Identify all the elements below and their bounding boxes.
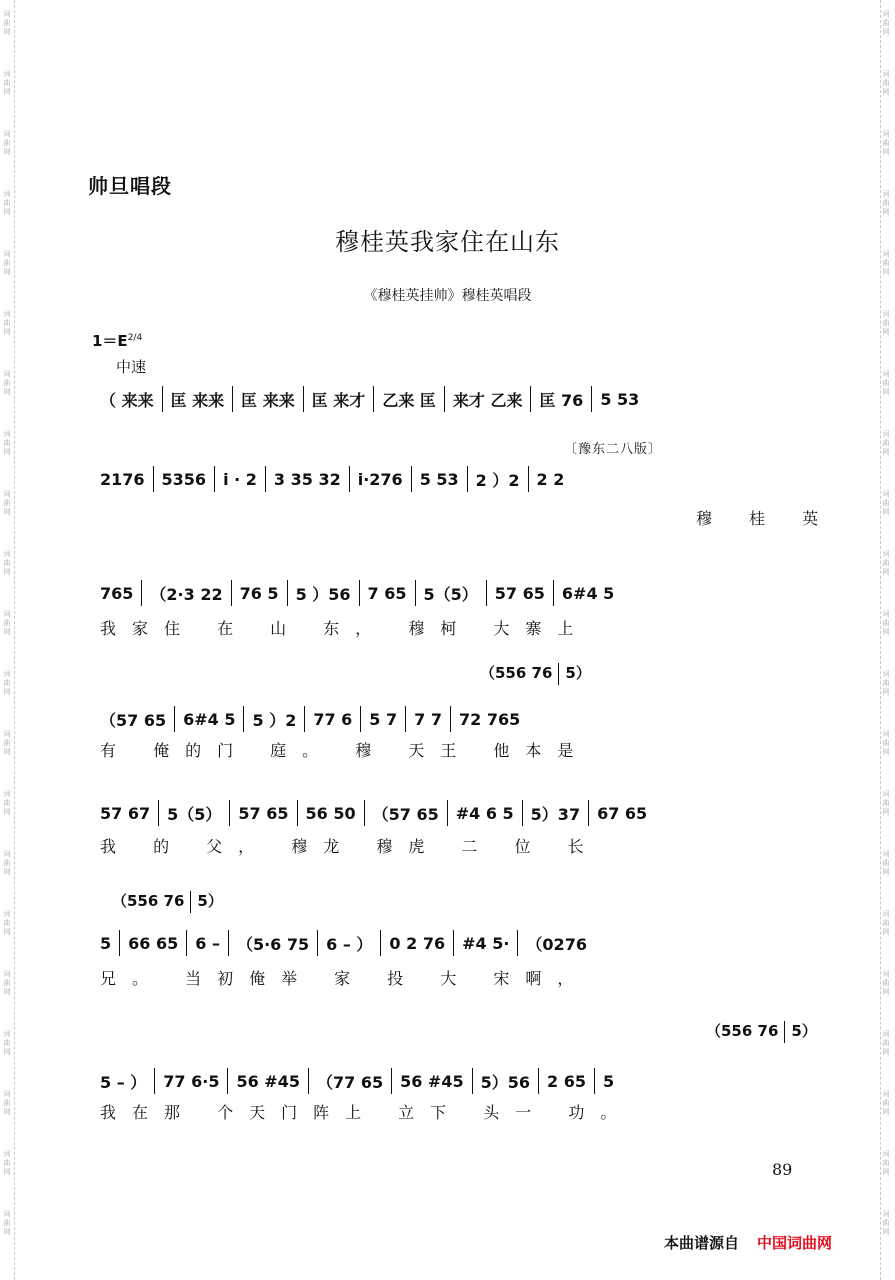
watermark-text: 词 曲 网 (3, 70, 11, 96)
watermark-text: 词 曲 网 (882, 1030, 890, 1056)
measure: 5 53 (600, 389, 640, 409)
score-line (100, 706, 812, 732)
bar-line (380, 930, 381, 956)
bar-line (186, 930, 187, 956)
key-label: 1＝E (92, 332, 128, 350)
bar-line (444, 386, 445, 412)
measure: 765 (100, 583, 134, 603)
bar-line (405, 706, 406, 732)
watermark-text: 词 曲 网 (3, 250, 11, 276)
watermark-text: 词 曲 网 (3, 970, 11, 996)
bar-line (591, 386, 592, 412)
watermark-text: 词 曲 网 (882, 430, 890, 456)
measure: 6#4 5 (183, 709, 236, 729)
measure: 5 ）2 (252, 710, 297, 730)
measure: 5 (100, 933, 112, 953)
measure: 2 65 (547, 1071, 586, 1091)
measure: 72 765 (458, 709, 521, 729)
bar-line (447, 800, 448, 826)
measure: 57 67 (100, 803, 151, 823)
measure: 匡 来来 (170, 390, 225, 410)
bar-line (227, 1068, 228, 1094)
interlude-notes: （556 76 (706, 1022, 779, 1040)
bar-line (364, 800, 365, 826)
watermark-text: 词 曲 网 (882, 190, 890, 216)
measure: 66 65 (128, 933, 179, 953)
score-line (100, 930, 812, 956)
watermark-text: 词 曲 网 (882, 70, 890, 96)
interlude-notes: （556 76 (480, 664, 553, 682)
measure: 乙来 匡 (382, 390, 436, 410)
lyric-line: 我家住 在 山 东， 穆柯 大寨上 (100, 619, 590, 638)
watermark-text: 词 曲 网 (3, 1030, 11, 1056)
interlude-end: 5） (791, 1022, 817, 1040)
measure: 匡 来来 (241, 390, 295, 410)
lyric-line: 有 俺的门 庭。 穆 天王 他本是 (100, 741, 590, 760)
interlude-end: 5） (565, 664, 591, 682)
measure: 5 7 (369, 709, 398, 729)
watermark-text: 词 曲 网 (3, 790, 11, 816)
measure: 3 35 32 (273, 469, 341, 489)
watermark-text: 词 曲 网 (3, 1090, 11, 1116)
measure: （57 65 (372, 804, 439, 824)
watermark-text: 词 曲 网 (882, 250, 890, 276)
measure: 5 – ） (100, 1072, 147, 1092)
watermark-text: 词 曲 网 (3, 610, 11, 636)
measure: 5（5） (423, 584, 478, 604)
measure: 57 65 (238, 803, 289, 823)
measure: 来才 乙来 (452, 390, 523, 410)
measure: i · 2 (223, 469, 257, 489)
measure: （0276 (526, 934, 587, 954)
bar-line (158, 800, 159, 826)
measure: 5（5） (167, 804, 222, 824)
measure: （ 来来 (100, 390, 154, 410)
watermark-text: 词 曲 网 (882, 310, 890, 336)
bar-line (243, 706, 244, 732)
lyric-line: 我在那 个天门阵上 立下 头一 功。 (100, 1103, 633, 1122)
measure: #4 6 5 (455, 803, 514, 823)
watermark-text: 词 曲 网 (3, 850, 11, 876)
watermark-text: 词 曲 网 (3, 1210, 11, 1236)
watermark-text: 词 曲 网 (3, 550, 11, 576)
measure: 77 6·5 (163, 1071, 220, 1091)
bar-line (411, 466, 412, 492)
measure: （77 65 (316, 1072, 384, 1092)
key-signature (92, 330, 142, 351)
watermark-text: 词 曲 网 (3, 730, 11, 756)
tempo-marking: 中速 (116, 358, 147, 376)
bar-line (231, 580, 232, 606)
bar-line (287, 580, 288, 606)
interlude-end: 5） (197, 892, 223, 910)
bar-line (588, 800, 589, 826)
measure: #4 5· (462, 933, 510, 953)
bar-line (308, 1068, 309, 1094)
measure: 56 #45 (236, 1071, 300, 1091)
watermark-text: 词 曲 网 (3, 430, 11, 456)
watermark-text: 词 曲 网 (882, 610, 890, 636)
bar-line (232, 386, 233, 412)
bar-line (349, 466, 350, 492)
lyric-line: 兄。 当初俺举 家 投 大 宋啊， (100, 969, 590, 988)
measure: 67 65 (597, 803, 648, 823)
interlude-3 (706, 1020, 817, 1043)
bar-line (214, 466, 215, 492)
watermark-text: 词 曲 网 (3, 910, 11, 936)
measure: 5 ）56 (295, 584, 351, 604)
measure: 2 ）2 (475, 470, 520, 490)
bar-line (373, 386, 374, 412)
page-number: 89 (772, 1160, 793, 1179)
bar-line (553, 580, 554, 606)
watermark-text: 词 曲 网 (882, 910, 890, 936)
watermark-text: 词 曲 网 (882, 850, 890, 876)
measure: （5·6 75 (236, 934, 310, 954)
watermark-text: 词 曲 网 (3, 310, 11, 336)
interlude-1 (480, 662, 591, 685)
bar-line (303, 386, 304, 412)
watermark-text: 词 曲 网 (882, 970, 890, 996)
score-line (100, 580, 812, 606)
bar-line (229, 800, 230, 826)
bar-line (517, 930, 518, 956)
watermark-text: 词 曲 网 (882, 1090, 890, 1116)
bar-line (360, 706, 361, 732)
bar-line (486, 580, 487, 606)
score-line (100, 466, 812, 492)
song-subtitle: 《穆桂英挂帅》穆桂英唱段 (363, 288, 532, 304)
measure: i·276 (357, 469, 403, 489)
watermark-text: 词 曲 网 (882, 1210, 890, 1236)
measure: （2·3 22 (150, 584, 223, 604)
measure: 6 – ） (326, 934, 373, 954)
bar-line (141, 580, 142, 606)
watermark-text: 词 曲 网 (3, 10, 11, 36)
score-line (100, 386, 812, 412)
banshi-marking: 〔豫东二八版〕 (564, 442, 663, 457)
measure: 76 5 (239, 583, 279, 603)
watermark-text: 词 曲 网 (3, 490, 11, 516)
watermark-text: 词 曲 网 (882, 370, 890, 396)
watermark-text: 词 曲 网 (3, 1150, 11, 1176)
watermark-text: 词 曲 网 (882, 550, 890, 576)
bar-line (174, 706, 175, 732)
measure: 56 #45 (400, 1071, 464, 1091)
footer-source: 本曲谱源自 (664, 1234, 740, 1252)
bar-line (467, 466, 468, 492)
measure: 5 (602, 1071, 615, 1091)
measure: 57 65 (494, 583, 545, 603)
measure: 7 7 (414, 709, 442, 729)
watermark-text: 词 曲 网 (882, 790, 890, 816)
bar-line (391, 1068, 392, 1094)
watermark-text: 词 曲 网 (882, 1150, 890, 1176)
measure: 匡 来才 (311, 390, 366, 410)
measure: 5356 (161, 469, 207, 489)
bar-line (538, 1068, 539, 1094)
score-line (100, 1068, 812, 1094)
measure: 5 53 (419, 469, 459, 489)
song-title: 穆桂英我家住在山东 (335, 228, 560, 256)
watermark-text: 词 曲 网 (3, 670, 11, 696)
watermark-text: 词 曲 网 (3, 190, 11, 216)
measure: 0 2 76 (389, 933, 446, 953)
bar-line (453, 930, 454, 956)
interlude-2 (112, 890, 223, 913)
measure: 77 6 (313, 709, 353, 729)
bar-line (415, 580, 416, 606)
measure: 2 2 (536, 469, 565, 489)
interlude-notes: （556 76 (112, 892, 185, 910)
watermark-text: 词 曲 网 (3, 130, 11, 156)
bar-line (265, 466, 266, 492)
source-footer (664, 1232, 832, 1253)
watermark-text: 词 曲 网 (882, 490, 890, 516)
bar-line (304, 706, 305, 732)
bar-line (522, 800, 523, 826)
measure: 5）37 (530, 804, 581, 824)
section-title: 帅旦唱段 (88, 174, 172, 198)
lyric-line: 穆 桂 英 (696, 509, 835, 528)
measure: 6 – (195, 933, 220, 953)
meter-label: 2/4 (127, 333, 143, 343)
watermark-text: 词 曲 网 (3, 370, 11, 396)
bar-line (450, 706, 451, 732)
measure: 6#4 5 (561, 583, 615, 603)
measure: 匡 76 (539, 390, 584, 410)
bar-line (359, 580, 360, 606)
bar-line (153, 466, 154, 492)
bar-line (228, 930, 229, 956)
bar-line (317, 930, 318, 956)
bar-line (297, 800, 298, 826)
bar-line (594, 1068, 595, 1094)
bar-line (530, 386, 531, 412)
lyric-line: 我 的 父， 穆龙 穆虎 二 位 长 (100, 837, 600, 856)
measure: 7 65 (367, 583, 407, 603)
bar-line (162, 386, 163, 412)
score-line (100, 800, 812, 826)
footer-site: 中国词曲网 (757, 1234, 833, 1252)
bar-line (119, 930, 120, 956)
bar-line (472, 1068, 473, 1094)
measure: 5）56 (480, 1072, 531, 1092)
watermark-text: 词 曲 网 (882, 670, 890, 696)
bar-line (528, 466, 529, 492)
watermark-text: 词 曲 网 (882, 130, 890, 156)
watermark-text: 词 曲 网 (882, 730, 890, 756)
measure: 56 50 (305, 803, 356, 823)
bar-line (154, 1068, 155, 1094)
measure: 2176 (100, 469, 145, 489)
measure: （57 65 (100, 710, 167, 730)
watermark-text: 词 曲 网 (882, 10, 890, 36)
